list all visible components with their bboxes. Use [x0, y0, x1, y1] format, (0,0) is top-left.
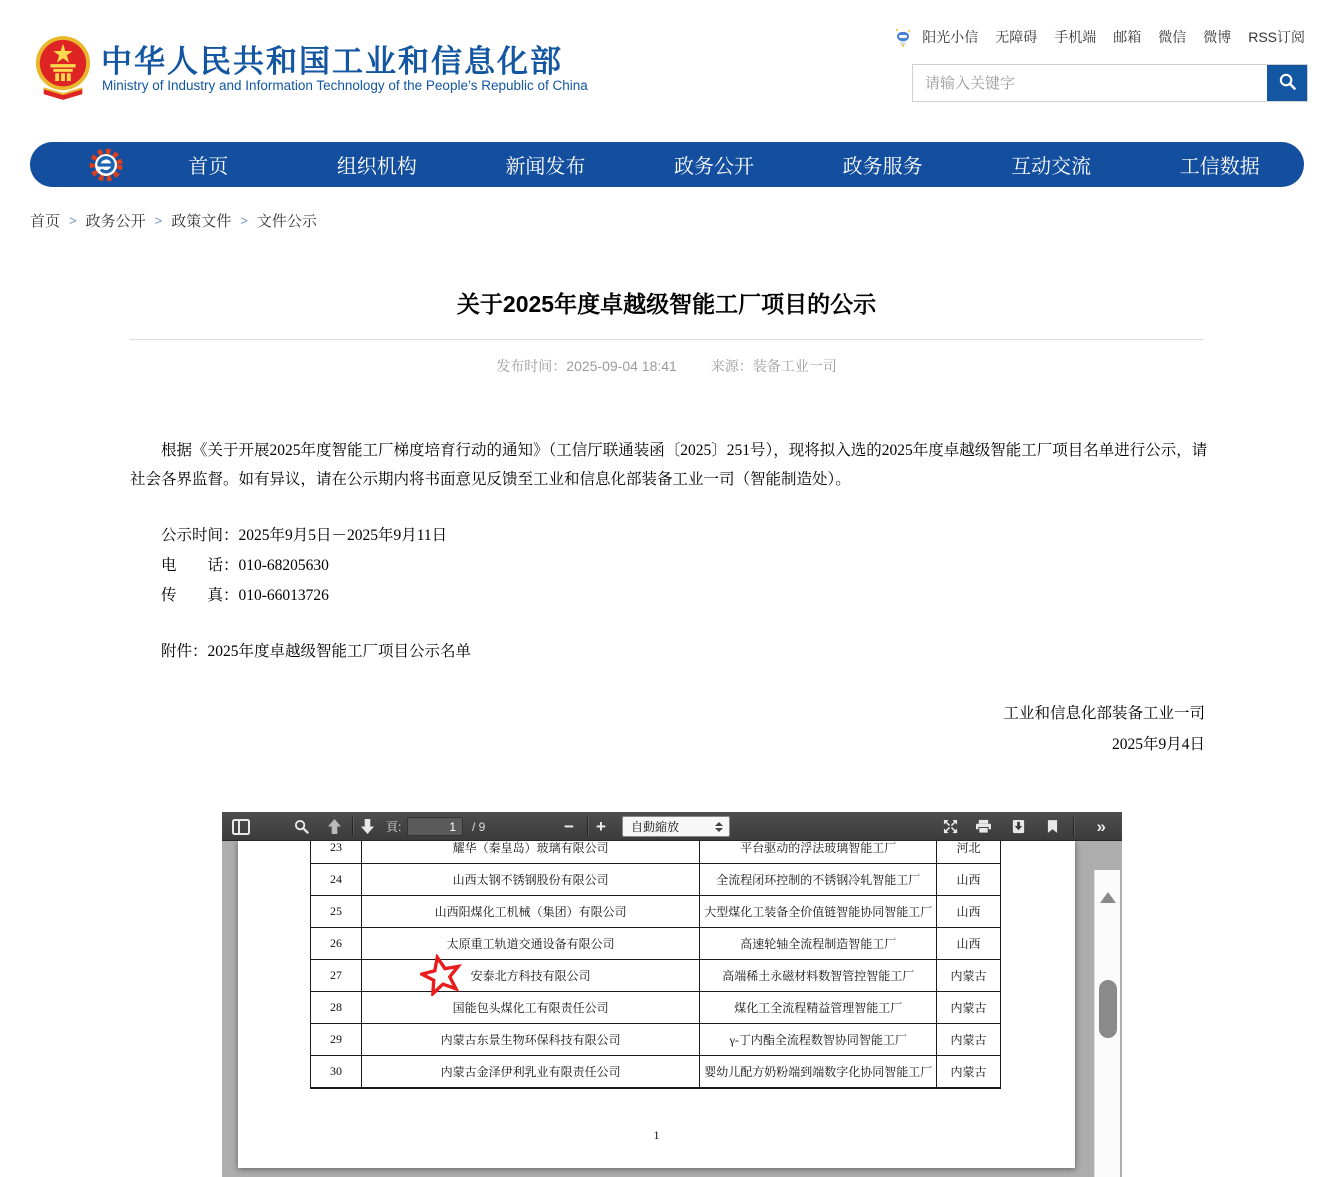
nav-item-miit-data[interactable]: 工信数据	[1179, 156, 1260, 178]
breadcrumb-separator: >	[240, 213, 248, 228]
article-source: 来源：装备工业一司	[710, 358, 837, 374]
breadcrumb-gov-info[interactable]: 政务公开	[85, 213, 146, 230]
nav-item-interaction[interactable]: 互动交流	[1011, 156, 1092, 178]
pdf-content-area[interactable]	[222, 841, 1122, 1177]
table-row	[311, 1024, 1001, 1056]
company-cell: 耀华（秦皇岛）玻璃有限公司	[361, 841, 699, 864]
zoom-select-value: 自動縮放	[631, 820, 680, 834]
publish-time: 发布时间：2025-09-04 18:41	[496, 358, 677, 374]
site-header	[0, 0, 1333, 130]
zoom-out-button[interactable]: −	[564, 816, 574, 836]
attachment-link[interactable]: 附件：2025年度卓越级智能工厂项目公示名单	[161, 643, 472, 660]
zoom-select[interactable]	[622, 816, 730, 837]
zoom-in-button[interactable]: +	[596, 816, 606, 836]
project-cell: 大型煤化工装备全价值链智能协同智能工厂	[700, 896, 937, 928]
page-count: / 9	[472, 819, 486, 834]
sidebar-toggle-button[interactable]	[232, 812, 250, 841]
quick-link-accessibility[interactable]: 无障碍	[995, 29, 1038, 45]
site-subtitle-en: Ministry of Industry and Information Technology of the People’s Republic of China	[102, 78, 588, 93]
toolbar-separator	[587, 817, 588, 836]
table-row	[311, 896, 1001, 928]
table-row	[311, 1056, 1001, 1088]
project-cell: 全流程闭环控制的不锈钢冷轧智能工厂	[700, 864, 937, 896]
pdf-viewer	[222, 812, 1122, 1177]
quick-link-weibo[interactable]: 微博	[1203, 29, 1232, 45]
site-title: 中华人民共和国工业和信息化部	[101, 44, 563, 79]
contact-phone: 电 话：010-68205630	[161, 557, 329, 574]
row-num: 24	[311, 864, 362, 896]
row-num: 27	[311, 960, 362, 992]
breadcrumb-separator: >	[154, 213, 163, 228]
contact-fax: 传 真：010-66013726	[161, 587, 329, 604]
breadcrumb-doc-publicity[interactable]: 文件公示	[256, 213, 317, 230]
quick-link-mail[interactable]: 邮箱	[1113, 29, 1142, 45]
page-number-input[interactable]	[407, 817, 463, 836]
quick-link-rss[interactable]: RSS订阅	[1248, 29, 1305, 45]
scrollbar-thumb[interactable]	[1099, 980, 1117, 1038]
more-tools-button[interactable]: »	[1096, 816, 1106, 836]
search-button[interactable]	[1267, 65, 1307, 101]
download-button[interactable]	[1011, 812, 1026, 841]
miit-gear-logo-icon	[88, 147, 124, 183]
company-cell: 山西阳煤化工机械（集团）有限公司	[361, 896, 699, 928]
nav-items	[124, 142, 1304, 187]
nav-item-organization[interactable]: 组织机构	[336, 156, 417, 178]
national-emblem-icon	[34, 34, 92, 100]
toolbar-separator	[1073, 817, 1074, 836]
row-num: 23	[311, 841, 362, 864]
pdf-scrollbar[interactable]	[1094, 870, 1120, 1177]
nav-item-gov-services[interactable]: 政务服务	[842, 156, 923, 178]
row-num: 29	[311, 1024, 362, 1056]
pdf-page	[238, 841, 1075, 1168]
article-body	[130, 436, 1210, 666]
province-cell: 内蒙古	[937, 960, 1001, 992]
company-cell: 山西太钢不锈钢股份有限公司	[361, 864, 699, 896]
smart-factory-table	[310, 841, 1001, 1089]
province-cell: 河北	[937, 841, 1001, 864]
search-box	[912, 64, 1308, 102]
next-page-button[interactable]	[360, 812, 375, 841]
province-cell: 内蒙古	[937, 1024, 1001, 1056]
signature-org: 工业和信息化部装备工业一司	[1003, 705, 1205, 722]
nav-item-home[interactable]: 首页	[188, 156, 229, 178]
province-cell: 山西	[937, 896, 1001, 928]
zoom-select-spinner-icon	[712, 822, 726, 832]
company-cell: 内蒙古金泽伊利乳业有限责任公司	[361, 1056, 699, 1088]
province-cell: 内蒙古	[937, 1056, 1001, 1088]
breadcrumb-home[interactable]: 首页	[30, 213, 61, 230]
xiaoxin-robot-icon	[893, 27, 913, 47]
page-label: 頁:	[386, 820, 402, 834]
province-cell: 内蒙古	[937, 992, 1001, 1024]
signature-block	[1003, 698, 1205, 760]
title-divider	[130, 339, 1203, 340]
table-row	[311, 864, 1001, 896]
publicity-period: 公示时间：2025年9月5日－2025年9月11日	[161, 527, 448, 544]
search-icon	[1278, 72, 1297, 94]
row-num: 25	[311, 896, 362, 928]
main-nav	[30, 142, 1304, 187]
pdf-toolbar	[222, 812, 1122, 841]
scroll-up-arrow-icon[interactable]	[1100, 892, 1116, 903]
quick-links	[893, 27, 1305, 47]
row-num: 28	[311, 992, 362, 1024]
table-row	[311, 928, 1001, 960]
presentation-mode-button[interactable]	[943, 812, 958, 841]
company-cell: 内蒙古东景生物环保科技有限公司	[361, 1024, 699, 1056]
table-row	[311, 841, 1001, 864]
pdf-page-number: 1	[653, 1128, 660, 1142]
article-meta	[0, 356, 1333, 376]
company-cell: 太原重工轨道交通设备有限公司	[361, 928, 699, 960]
province-cell: 山西	[937, 928, 1001, 960]
row-num: 26	[311, 928, 362, 960]
project-cell: 高速轮轴全流程制造智能工厂	[700, 928, 937, 960]
project-cell: γ-丁内酯全流程数智协同智能工厂	[700, 1024, 937, 1056]
quick-link-wechat[interactable]: 微信	[1158, 29, 1187, 45]
project-cell: 平台驱动的浮法玻璃智能工厂	[700, 841, 937, 864]
quick-link-xiaoxin[interactable]: 阳光小信	[922, 29, 979, 45]
search-input[interactable]	[913, 65, 1267, 101]
breadcrumb-separator: >	[69, 213, 77, 228]
breadcrumb-policy-docs[interactable]: 政策文件	[171, 213, 232, 230]
toolbar-separator	[352, 817, 353, 836]
province-cell: 山西	[937, 864, 1001, 896]
quick-link-mobile[interactable]: 手机端	[1054, 29, 1097, 45]
table-row	[311, 992, 1001, 1024]
bookmark-button[interactable]	[1047, 812, 1058, 841]
page-title: 关于2025年度卓越级智能工厂项目的公示	[456, 291, 877, 317]
project-cell: 高端稀土永磁材料数智管控智能工厂	[700, 960, 937, 992]
red-star-annotation-icon	[420, 954, 462, 996]
table-row-starred	[311, 960, 1001, 992]
print-button[interactable]	[975, 812, 992, 841]
find-button[interactable]	[294, 812, 309, 841]
company-name: 安泰北方科技有限公司	[470, 969, 591, 983]
nav-item-news[interactable]: 新闻发布	[505, 156, 586, 178]
nav-item-gov-info[interactable]: 政务公开	[674, 156, 755, 178]
project-cell: 煤化工全流程精益管理智能工厂	[700, 992, 937, 1024]
company-cell: 国能包头煤化工有限责任公司	[361, 992, 699, 1024]
previous-page-button[interactable]	[327, 812, 342, 841]
article-paragraph: 根据《关于开展2025年度智能工厂梯度培育行动的通知》（工信厅联通装函〔2025〕251号），现将拟入选的2025年度卓越级智能工厂项目名单进行公示，请社会各界监督。如有异议，请在公示期内将书面意见反馈至工业和信息化部装备工业一司（智能制造处）。	[130, 442, 1208, 488]
row-num: 30	[311, 1056, 362, 1088]
signature-date: 2025年9月4日	[1111, 736, 1205, 753]
breadcrumb	[30, 210, 317, 231]
company-cell	[361, 960, 699, 992]
project-cell: 婴幼儿配方奶粉端到端数字化协同智能工厂	[700, 1056, 937, 1088]
